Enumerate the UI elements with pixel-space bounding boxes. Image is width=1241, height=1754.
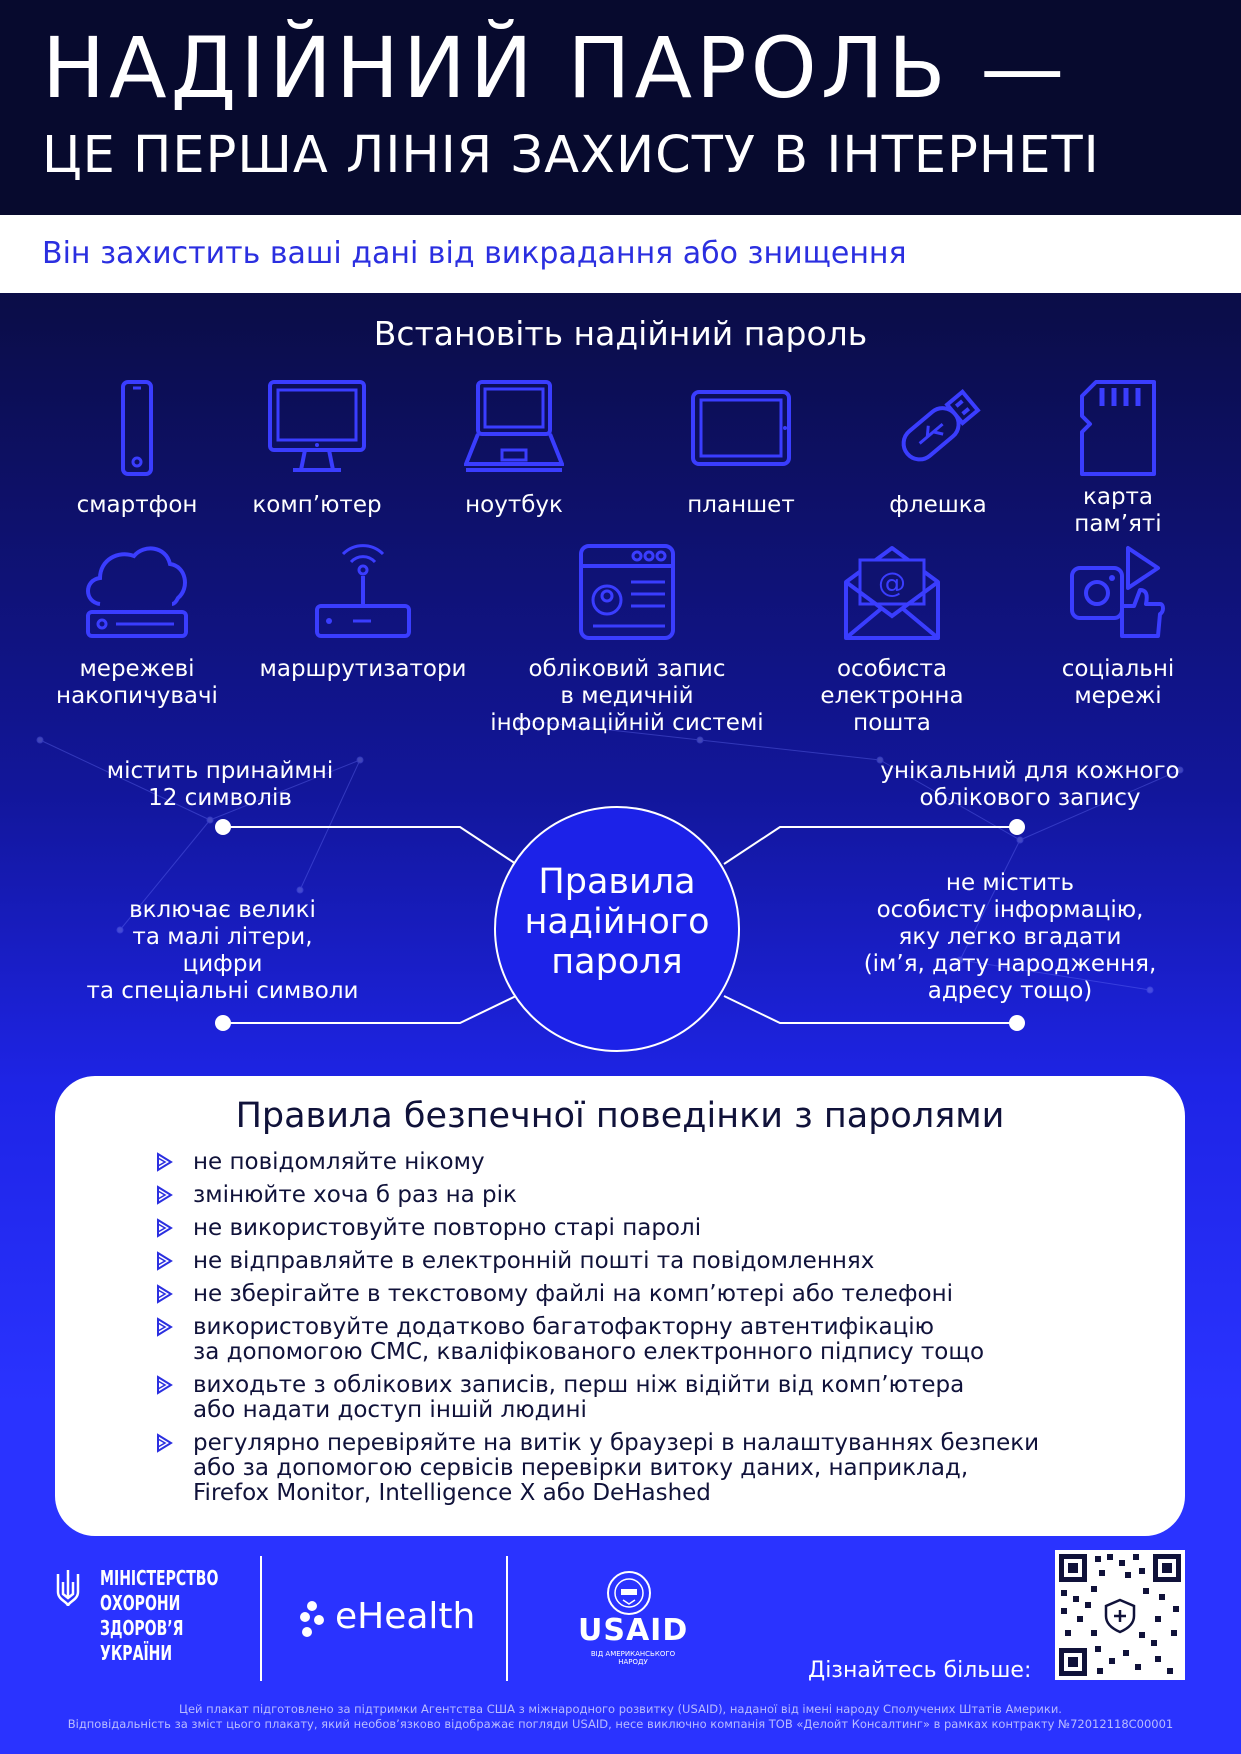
page-subtitle: Він захистить ваші дані від викрадання або знищення: [42, 236, 907, 271]
device-network-storage: [27, 542, 247, 710]
rule-no-personal-info: не містить особисту інформацію, яку легко вгадати (ім’я, дату народження, адресу тощо): [863, 870, 1157, 1004]
device-label: маршрутизатори: [259, 656, 467, 682]
trident-icon: [55, 1568, 81, 1608]
list-item-text: використовуйте додатково багатофакторну автентифікацію за допомогою СМС, кваліфікованого електронного підпису тощо: [193, 1314, 985, 1365]
tablet-icon: [691, 378, 791, 478]
device-label: смартфон: [76, 492, 198, 518]
connector-dot: [215, 1015, 231, 1031]
device-medical-account: [477, 542, 777, 737]
device-tablet: [631, 378, 851, 519]
disclaimer: Цей плакат підготовлено за підтримки Агентства США з міжнародного розвитку (USAID), наданої від імені народу Сполучених Штатів Америки. Відповідальність за зміст цього плакату, який необов’язково відображає погляди USAID, несе виключно компанія ТОВ «Делойт Консалтинг» в рамках контракту №72012118C00001: [67, 1702, 1174, 1731]
list-item: [155, 1183, 1039, 1208]
device-label: мережеві накопичувачі: [56, 656, 218, 709]
page-title-secondary: ЦЕ ПЕРША ЛІНІЯ ЗАХИСТУ В ІНТЕРНЕТІ: [42, 126, 1100, 185]
list-item: [155, 1150, 1039, 1175]
ehealth-logo-icon: [299, 1600, 325, 1640]
list-item-text: виходьте з облікових записів, перш ніж відійти від комп’ютера або надати доступ іншій людині: [193, 1372, 965, 1423]
rule-characters: включає великі та малі літери, цифри та спеціальні символи: [86, 897, 359, 1004]
devices-title: Встановіть надійний пароль: [373, 314, 868, 353]
list-item-text: не зберігайте в текстовому файлі на комп’ютері або телефоні: [193, 1281, 954, 1307]
list-item-text: не відправляйте в електронній пошті та повідомленнях: [193, 1248, 875, 1274]
chevron-right-icon: [155, 1152, 175, 1172]
page-title: НАДІЙНИЙ ПАРОЛЬ —: [42, 19, 1069, 117]
connector-dot: [1009, 1015, 1025, 1031]
list-item-text: не використовуйте повторно старі паролі: [193, 1215, 702, 1241]
list-item: [155, 1282, 1039, 1307]
rule-unique: унікальний для кожного облікового запису: [880, 758, 1180, 811]
list-item: [155, 1315, 1039, 1365]
chevron-right-icon: [155, 1375, 175, 1395]
list-item-text: не повідомляйте нікому: [193, 1149, 485, 1175]
svg-text:@: @: [878, 566, 906, 599]
learn-more-label: Дізнайтесь більше:: [808, 1658, 1032, 1683]
usaid-seal-icon: [606, 1570, 652, 1616]
list-item: [155, 1431, 1039, 1506]
device-label: ноутбук: [465, 492, 563, 518]
device-label: особиста електронна пошта: [820, 656, 964, 736]
list-item: [155, 1373, 1039, 1423]
usb-flash-icon: [888, 378, 988, 478]
device-label: обліковий запис в медичній інформаційній системі: [490, 656, 764, 736]
device-label: комп’ютер: [252, 492, 382, 518]
list-item-text: змінюйте хоча б раз на рік: [193, 1182, 517, 1208]
list-item-text: регулярно перевіряйте на витік у браузері в налаштуваннях безпеки або за допомогою сервісів перевірки витоку даних, наприклад, Firefox Monitor, Intelligence X або DeHashed: [193, 1430, 1040, 1506]
laptop-icon: [464, 378, 564, 478]
chevron-right-icon: [155, 1284, 175, 1304]
memory-card-icon: [1068, 378, 1168, 478]
device-social-networks: [1008, 542, 1228, 710]
connector-dot: [215, 819, 231, 835]
email-icon: [842, 542, 942, 642]
chevron-right-icon: [155, 1251, 175, 1271]
device-laptop: [404, 378, 624, 519]
divider: [260, 1556, 262, 1681]
medical-account-icon: [577, 542, 677, 642]
chevron-right-icon: [155, 1317, 175, 1337]
behavior-title: Правила безпечної поведінки з паролями: [235, 1096, 1005, 1136]
device-router: [253, 542, 473, 683]
ehealth-logo-text: eHealth: [335, 1596, 476, 1637]
device-memory-card: [1008, 378, 1228, 538]
router-icon: [313, 542, 413, 642]
chevron-right-icon: [155, 1185, 175, 1205]
device-label: планшет: [687, 492, 795, 518]
rule-length: містить принаймні 12 символів: [106, 758, 334, 811]
ministry-logo-text: МІНІСТЕРСТВО ОХОРОНИ ЗДОРОВ’Я УКРАЇНИ: [100, 1566, 219, 1665]
list-item: [155, 1249, 1039, 1274]
usaid-tagline: ВІД АМЕРИКАНСЬКОГО НАРОДУ: [590, 1650, 676, 1666]
network-storage-icon: [82, 542, 192, 642]
device-label: флешка: [889, 492, 987, 518]
qr-code[interactable]: [1055, 1550, 1185, 1680]
behavior-list: [155, 1150, 1039, 1514]
chevron-right-icon: [155, 1433, 175, 1453]
device-label: карта пам’яті: [1074, 484, 1162, 537]
social-networks-icon: [1068, 542, 1168, 642]
device-label: соціальні мережі: [1061, 656, 1175, 709]
rules-title: Правила надійного пароля: [524, 862, 710, 982]
chevron-right-icon: [155, 1218, 175, 1238]
divider: [506, 1556, 508, 1681]
connector-dot: [1009, 819, 1025, 835]
list-item: [155, 1216, 1039, 1241]
device-email: [782, 542, 1002, 737]
usaid-logo-text: USAID: [578, 1613, 689, 1648]
computer-icon: [267, 378, 367, 478]
device-computer: [207, 378, 427, 519]
smartphone-icon: [87, 378, 187, 478]
